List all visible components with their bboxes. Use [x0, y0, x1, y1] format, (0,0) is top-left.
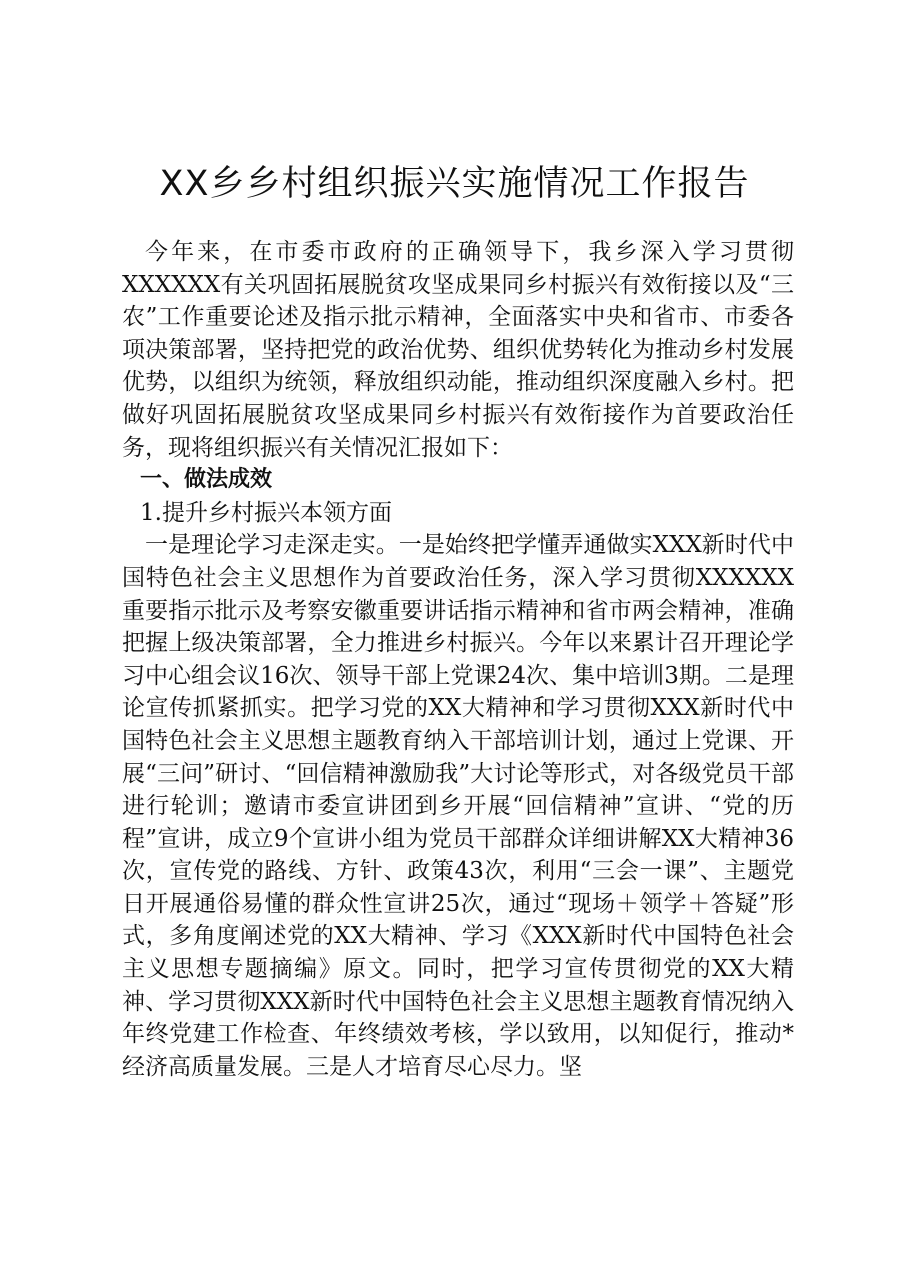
section-heading: 一、做法成效	[140, 467, 273, 493]
intro-paragraph: 今年来，在市委市政府的正确领导下，我乡深入学习贯彻XXXXXX有关巩固拓展脱贫攻坚成果同乡村振兴有效衔接以及“三农”工作重要论述及指示批示精神，全面落实中央和省市、市委各项决策部署，坚持把党的政治优势、组织优势转化为推动乡村发展优势，以组织为统领，释放组织动能，推动组织深度融入乡村。把做好巩固拓展脱贫攻坚成果同乡村振兴有效衔接作为首要政治任务，现将组织振兴有关情况汇报如下：	[122, 239, 794, 461]
body-paragraph: 一是理论学习走深走实。一是始终把学懂弄通做实XXX新时代中国特色社会主义思想作为首要政治任务，深入学习贯彻XXXXXX重要指示批示及考察安徽重要讲话指示精神和省市两会精神，准确把握上级决策部署，全力推进乡村振兴。今年以来累计召开理论学习中心组会议16次、领导干部上党课24次、集中培训3期。二是理论宣传抓紧抓实。把学习党的XX大精神和学习贯彻XXX新时代中国特色社会主义思想主题教育纳入干部培训计划，通过上党课、开展“三问”研讨、“回信精神激励我”大讨论等形式，对各级党员干部进行轮训；邀请市委宣讲团到乡开展“回信精神”宣讲、“党的历程”宣讲，成立9个宣讲小组为党员干部群众详细讲解XX大精神36次，宣传党的路线、方针、政策43次，利用“三会一课”、主题党日开展通俗易懂的群众性宣讲25次，通过“现场＋领学＋答疑”形式，多角度阐述党的XX大精神、学习《XXX新时代中国特色社会主义思想专题摘编》原文。同时，把学习宣传贯彻党的XX大精神、学习贯彻XXX新时代中国特色社会主义思想主题教育情况纳入年终党建工作检查、年终绩效考核，学以致用，以知促行，推动*经济高质量发展。三是人才培育尽心尽力。坚	[122, 532, 794, 1080]
subsection-heading: 1.提升乡村振兴本领方面	[140, 499, 392, 526]
document-title: XX乡乡村组织振兴实施情况工作报告	[159, 164, 750, 204]
document-body	[122, 236, 794, 1083]
